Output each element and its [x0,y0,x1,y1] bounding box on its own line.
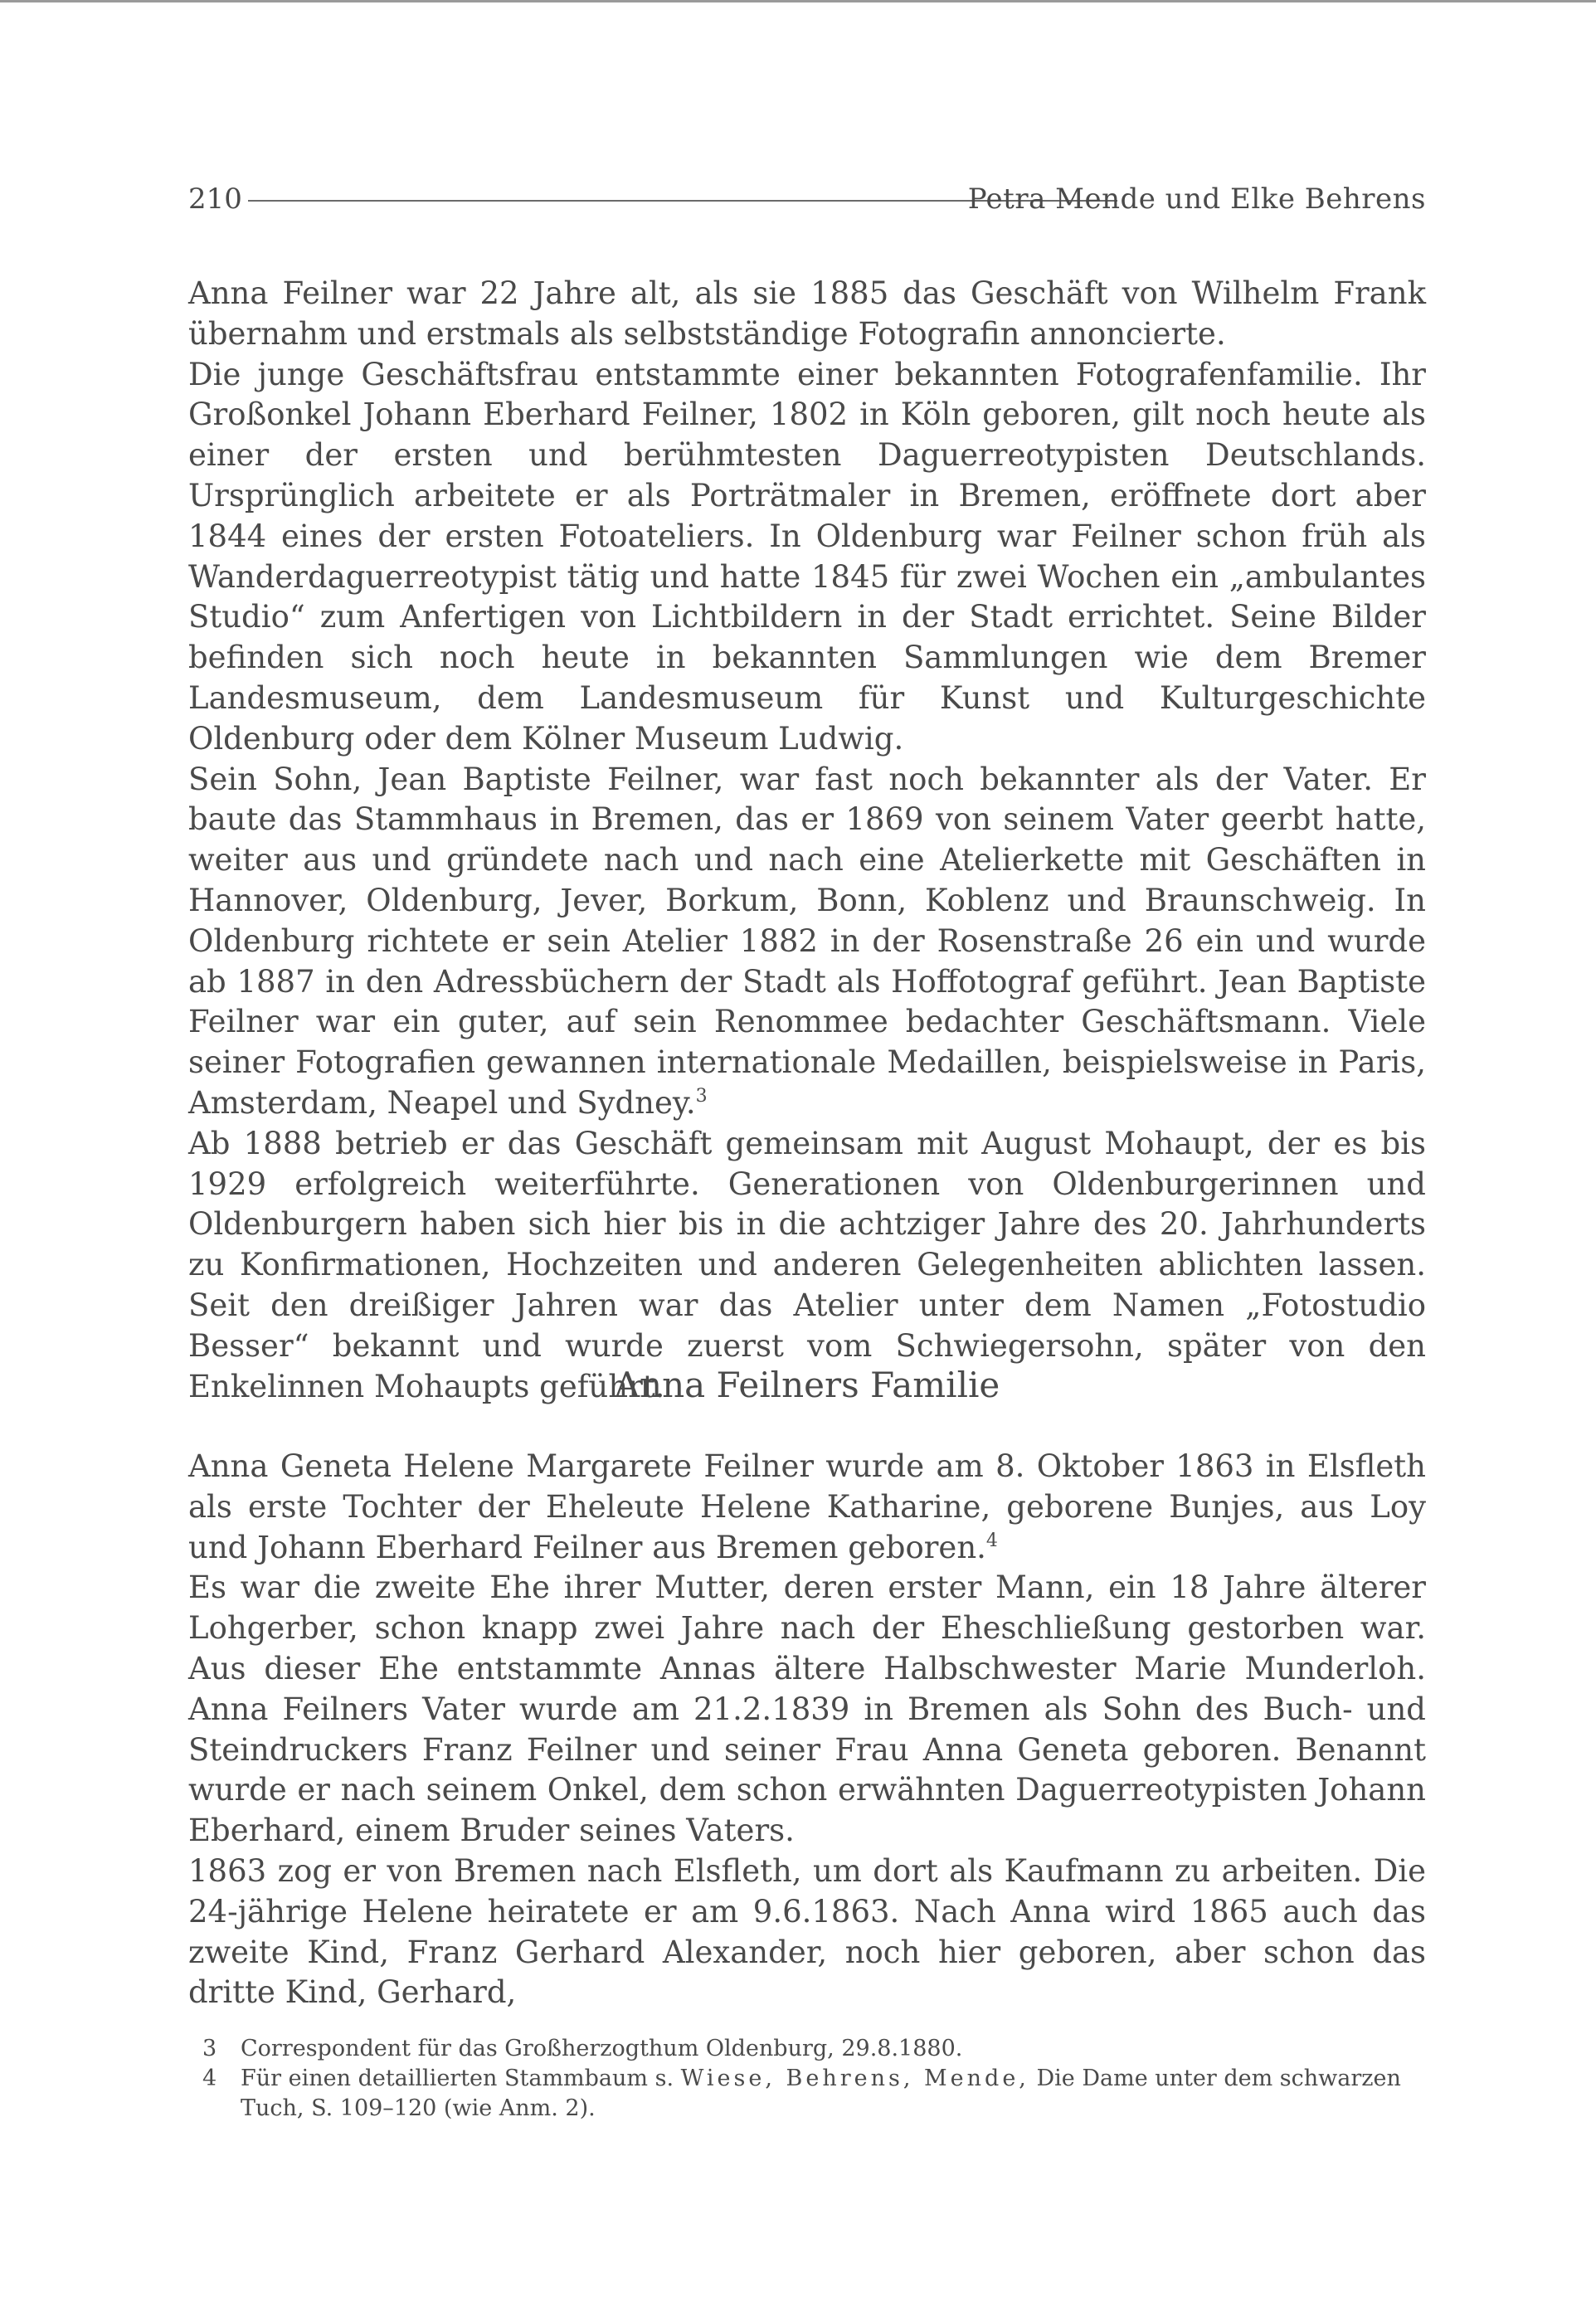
footnote-number: 4 [202,2066,217,2091]
footnote-authors: Wiese, Behrens, Mende, [680,2066,1029,2091]
footnote-text: Für einen detaillierten Stammbaum s. [241,2066,674,2091]
footnote-number: 3 [202,2036,217,2061]
paragraph [188,760,1426,1124]
footnote-text: Correspondent für das Großherzogthum Oldenburg, 29.8.1880. [241,2036,963,2061]
page-number: 210 [188,182,242,216]
paragraph [188,1447,1426,1568]
footnote [202,2064,1426,2124]
paragraph-text: Anna Geneta Helene Margarete Feilner wurde am 8. Oktober 1863 in Elsfleth als erste Tochter der Eheleute Helene Katharine, geborene Bunjes, aus Loy und Johann Eberhard Feilner aus Bremen geboren. [188,1448,1426,1565]
footnote-text: Die Dame unter dem schwarzen Tuch, S. 109–120 (wie Anm. 2). [241,2066,1401,2121]
paragraph: 1863 zog er von Bremen nach Elsfleth, um dort als Kaufmann zu arbeiten. Die 24-jährige Helene heiratete er am 9.6.1863. Nach Anna wird 1865 auch das zweite Kind, Franz Gerhard Alexander, noch hier geboren, aber schon das dritte Kind, Gerhard, [188,1852,1426,2011]
footnote-ref[interactable]: 3 [695,1085,708,1107]
running-head: Petra Mende und Elke Behrens [967,182,1426,216]
page-header [188,178,1426,221]
footnote-ref[interactable]: 4 [985,1530,998,1551]
top-edge-rule [0,0,1596,2]
body-text [188,274,1426,1407]
section-text [188,1447,1426,2013]
paragraph: Die junge Geschäftsfrau entstammte einer bekannten Fotografenfamilie. Ihr Großonkel Johann Eberhard Feilner, 1802 in Köln geboren, gilt noch heute als einer der ersten und berühmtesten Daguerreotypisten Deutschlands. Ursprünglich arbeitete er als Porträtmaler in Bremen, eröffnete dort aber 1844 eines der ersten Fotoateliers. In Oldenburg war Feilner schon früh als Wanderdaguerreotypist tätig und hatte 1845 für zwei Wochen ein „ambulantes Studio“ zum Anfertigen von Lichtbildern in der Stadt errichtet. Seine Bilder befinden sich noch heute in bekannten Sammlungen wie dem Bremer Landesmuseum, dem Landesmuseum für Kunst und Kulturgeschichte Oldenburg oder dem Kölner Museum Ludwig. [188,356,1426,757]
paragraph: Anna Feilner war 22 Jahre alt, als sie 1885 das Geschäft von Wilhelm Frank übernahm und erstmals als selbstständige Fotografin annoncierte. [188,275,1426,352]
paragraph: Ab 1888 betrieb er das Geschäft gemeinsam mit August Mohaupt, der es bis 1929 erfolgreich weiterführte. Generationen von Oldenburgerinnen und Oldenburgern haben sich hier bis in die achtziger Jahre des 20. Jahrhunderts zu Konfirmationen, Hochzeiten und anderen Gelegenheiten ablichten lassen. Seit den dreißiger Jahren war das Atelier unter dem Namen „Fotostudio Besser“ bekannt und wurde zuerst vom Schwiegersohn, später von den Enkelinnen Mohaupts geführt. [188,1125,1426,1404]
paragraph-text: Sein Sohn, Jean Baptiste Feilner, war fast noch bekannter als der Vater. Er baute das Stammhaus in Bremen, das er 1869 von seinem Vater geerbt hatte, weiter aus und gründete nach und nach eine Atelierkette mit Geschäften in Hannover, Oldenburg, Jever, Borkum, Bonn, Koblenz und Braunschweig. In Oldenburg richtete er sein Atelier 1882 in der Rosenstraße 26 ein und wurde ab 1887 in den Adressbüchern der Stadt als Hoffotograf geführt. Jean Baptiste Feilner war ein guter, auf sein Renommee bedachter Geschäftsmann. Viele seiner Fotografien gewannen internationale Medaillen, beispielsweise in Paris, Amsterdam, Neapel und Sydney. [188,761,1426,1121]
section-heading: Anna Feilners Familie [614,1365,1000,1405]
footnotes [202,2034,1426,2124]
paragraph: Es war die zweite Ehe ihrer Mutter, deren erster Mann, ein 18 Jahre älterer Lohgerber, schon knapp zwei Jahre nach der Eheschließung gestorben war. Aus dieser Ehe entstammte Annas ältere Halbschwester Marie Munderloh. Anna Feilners Vater wurde am 21.2.1839 in Bremen als Sohn des Buch- und Steindruckers Franz Feilner und seiner Frau Anna Geneta geboren. Benannt wurde er nach seinem Onkel, dem schon erwähnten Daguerreotypisten Johann Eberhard, einem Bruder seines Vaters. [188,1569,1426,1849]
footnote [202,2034,1426,2064]
